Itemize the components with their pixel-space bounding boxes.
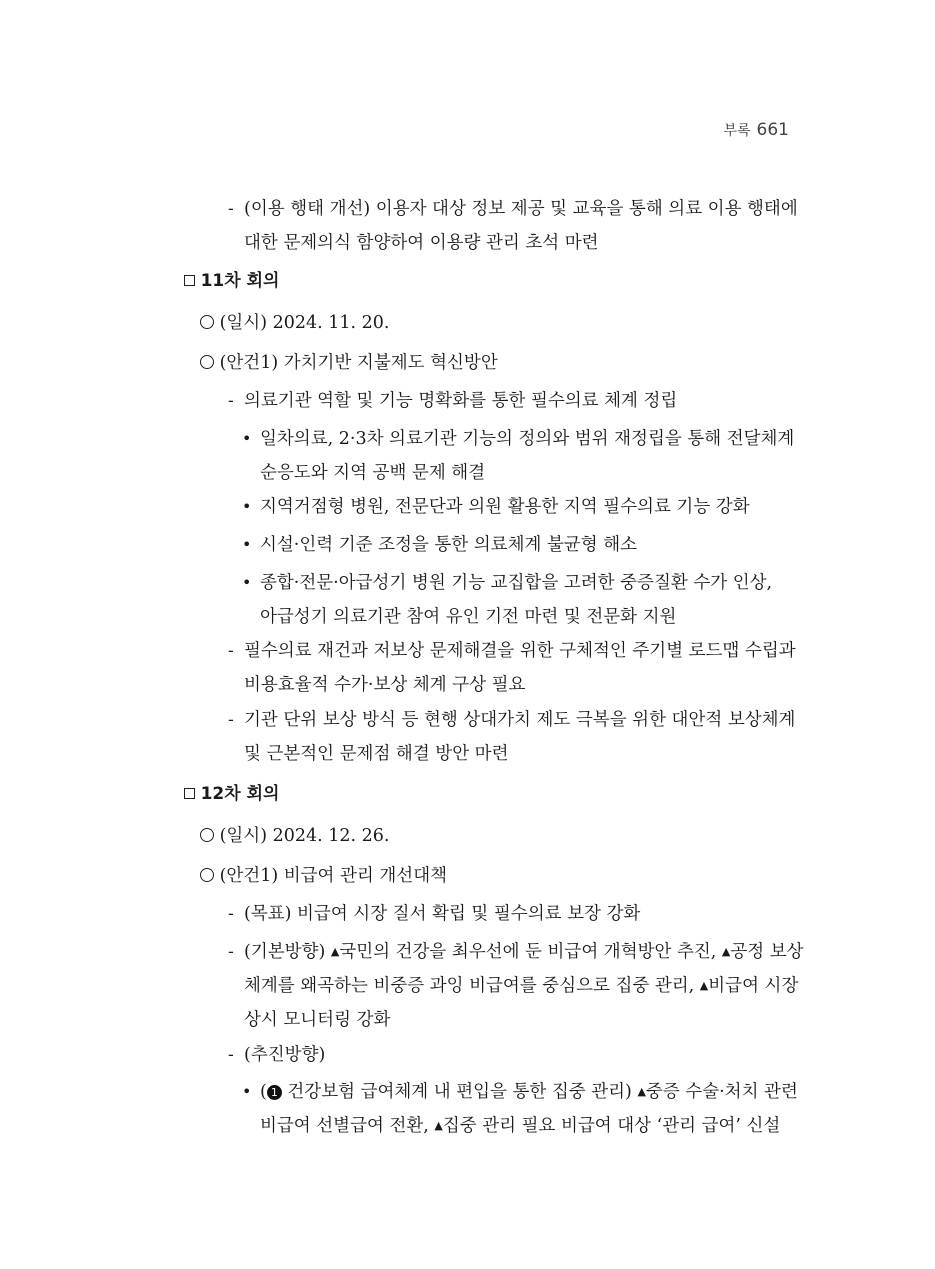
dash-item bbox=[228, 703, 795, 771]
text-line: (목표) 비급여 시장 질서 확립 및 필수의료 보장 강화 bbox=[244, 904, 641, 924]
text-run: 체계를 왜곡하는 비중증 과잉 비급여를 중심으로 집중 관리, bbox=[244, 976, 700, 996]
dash-marker: - bbox=[228, 641, 234, 661]
circle-bullet-icon bbox=[200, 315, 214, 329]
section-label: 부록 bbox=[723, 123, 751, 139]
dash-marker: - bbox=[228, 1045, 234, 1065]
text-line: (안건1) 가치기반 지불제도 혁신방안 bbox=[219, 353, 498, 373]
text-run: ( bbox=[260, 1082, 267, 1102]
text-line: 및 근본적인 문제점 해결 방안 마련 bbox=[244, 744, 509, 764]
text-line: 상시 모니터링 강화 bbox=[244, 1010, 391, 1030]
dash-item bbox=[228, 192, 798, 260]
triangle-bullet-icon: ▲ bbox=[699, 979, 709, 992]
bullet-item bbox=[242, 422, 794, 490]
section-heading-11 bbox=[184, 264, 279, 298]
text-line: (일시) 2024. 12. 26. bbox=[219, 826, 390, 846]
text-run: 비급여 선별급여 전환, bbox=[260, 1116, 435, 1136]
text-line: 기관 단위 보상 방식 등 현행 상대가치 제도 극복을 위한 대안적 보상체계 bbox=[244, 710, 796, 730]
text-run: 공정 보상 bbox=[730, 942, 804, 962]
text-run: 건강보험 급여체계 내 편입을 통한 집중 관리) bbox=[281, 1082, 638, 1102]
circle-item bbox=[200, 819, 390, 853]
dash-item bbox=[228, 1038, 325, 1072]
triangle-bullet-icon: ▲ bbox=[434, 1119, 443, 1132]
dash-marker: - bbox=[228, 391, 234, 411]
square-bullet-icon bbox=[184, 788, 195, 799]
page-header bbox=[723, 120, 789, 140]
text-line: 종합·전문·아급성기 병원 기능 교집합을 고려한 중증질환 수가 인상, bbox=[260, 573, 773, 593]
dash-item bbox=[228, 897, 640, 931]
dash-marker: - bbox=[228, 942, 234, 962]
text-line: 대한 문제의식 함양하여 이용량 관리 초석 마련 bbox=[244, 233, 599, 253]
page-number: 661 bbox=[756, 120, 789, 140]
text-line: 순응도와 지역 공백 문제 해결 bbox=[260, 463, 486, 483]
text-line: 지역거점형 병원, 전문단과 의원 활용한 지역 필수의료 기능 강화 bbox=[260, 497, 750, 517]
bullet-item bbox=[242, 490, 750, 524]
circle-bullet-icon bbox=[200, 828, 214, 842]
bullet-item bbox=[242, 566, 772, 634]
text-line: 필수의료 재건과 저보상 문제해결을 위한 구체적인 주기별 로드맵 수립과 bbox=[244, 641, 796, 661]
dash-item bbox=[228, 634, 796, 702]
text-line: 비용효율적 수가·보상 체계 구상 필요 bbox=[244, 675, 526, 695]
text-run: 국민의 건강을 최우선에 둔 비급여 개혁방안 추진, bbox=[339, 942, 722, 962]
text-line bbox=[242, 1109, 798, 1143]
bullet-item bbox=[242, 1075, 798, 1143]
text-run: 집중 관리 필요 비급여 대상 ‘관리 급여’ 신설 bbox=[442, 1116, 781, 1136]
dash-marker: - bbox=[228, 710, 234, 730]
section-heading-12 bbox=[184, 777, 279, 811]
text-line: (안건1) 비급여 관리 개선대책 bbox=[219, 866, 448, 886]
text-line bbox=[228, 969, 804, 1003]
circle-bullet-icon bbox=[200, 868, 214, 882]
text-run: (기본방향) bbox=[244, 942, 331, 962]
text-line: 아급성기 의료기관 참여 유인 기전 마련 및 전문화 지원 bbox=[260, 607, 677, 627]
text-line: 의료기관 역할 및 기능 명확화를 통한 필수의료 체계 정립 bbox=[244, 391, 678, 411]
dash-marker: - bbox=[228, 904, 234, 924]
heading-text: 12차 회의 bbox=[200, 784, 280, 804]
triangle-bullet-icon: ▲ bbox=[330, 945, 340, 958]
circled-number-icon: 1 bbox=[267, 1085, 282, 1100]
square-bullet-icon bbox=[184, 275, 195, 286]
bullet-marker: • bbox=[242, 429, 252, 448]
dash-item bbox=[228, 384, 677, 418]
heading-text: 11차 회의 bbox=[200, 271, 280, 291]
text-run: 중증 수술·처치 관련 bbox=[645, 1082, 798, 1102]
text-line: 시설·인력 기준 조정을 통한 의료체계 불균형 해소 bbox=[260, 535, 638, 555]
text-line: (추진방향) bbox=[244, 1045, 326, 1065]
text-line bbox=[228, 935, 804, 969]
circle-item bbox=[200, 859, 447, 893]
bullet-marker: • bbox=[242, 535, 252, 554]
text-line bbox=[242, 1075, 798, 1109]
circle-item bbox=[200, 306, 390, 340]
text-line: 일차의료, 2·3차 의료기관 기능의 정의와 범위 재정립을 통해 전달체계 bbox=[260, 429, 795, 449]
triangle-bullet-icon: ▲ bbox=[637, 1085, 646, 1098]
text-run: 비급여 시장 bbox=[708, 976, 799, 996]
text-line: (일시) 2024. 11. 20. bbox=[219, 313, 390, 333]
bullet-item bbox=[242, 528, 637, 562]
bullet-marker: • bbox=[242, 573, 252, 592]
text-line: (이용 행태 개선) 이용자 대상 정보 제공 및 교육을 통해 의료 이용 행태에 bbox=[244, 199, 798, 219]
circle-bullet-icon bbox=[200, 355, 214, 369]
circle-item bbox=[200, 346, 498, 380]
triangle-bullet-icon: ▲ bbox=[721, 945, 731, 958]
bullet-marker: • bbox=[242, 497, 252, 516]
dash-marker: - bbox=[228, 199, 234, 219]
dash-item bbox=[228, 935, 804, 1037]
bullet-marker: • bbox=[242, 1082, 252, 1101]
